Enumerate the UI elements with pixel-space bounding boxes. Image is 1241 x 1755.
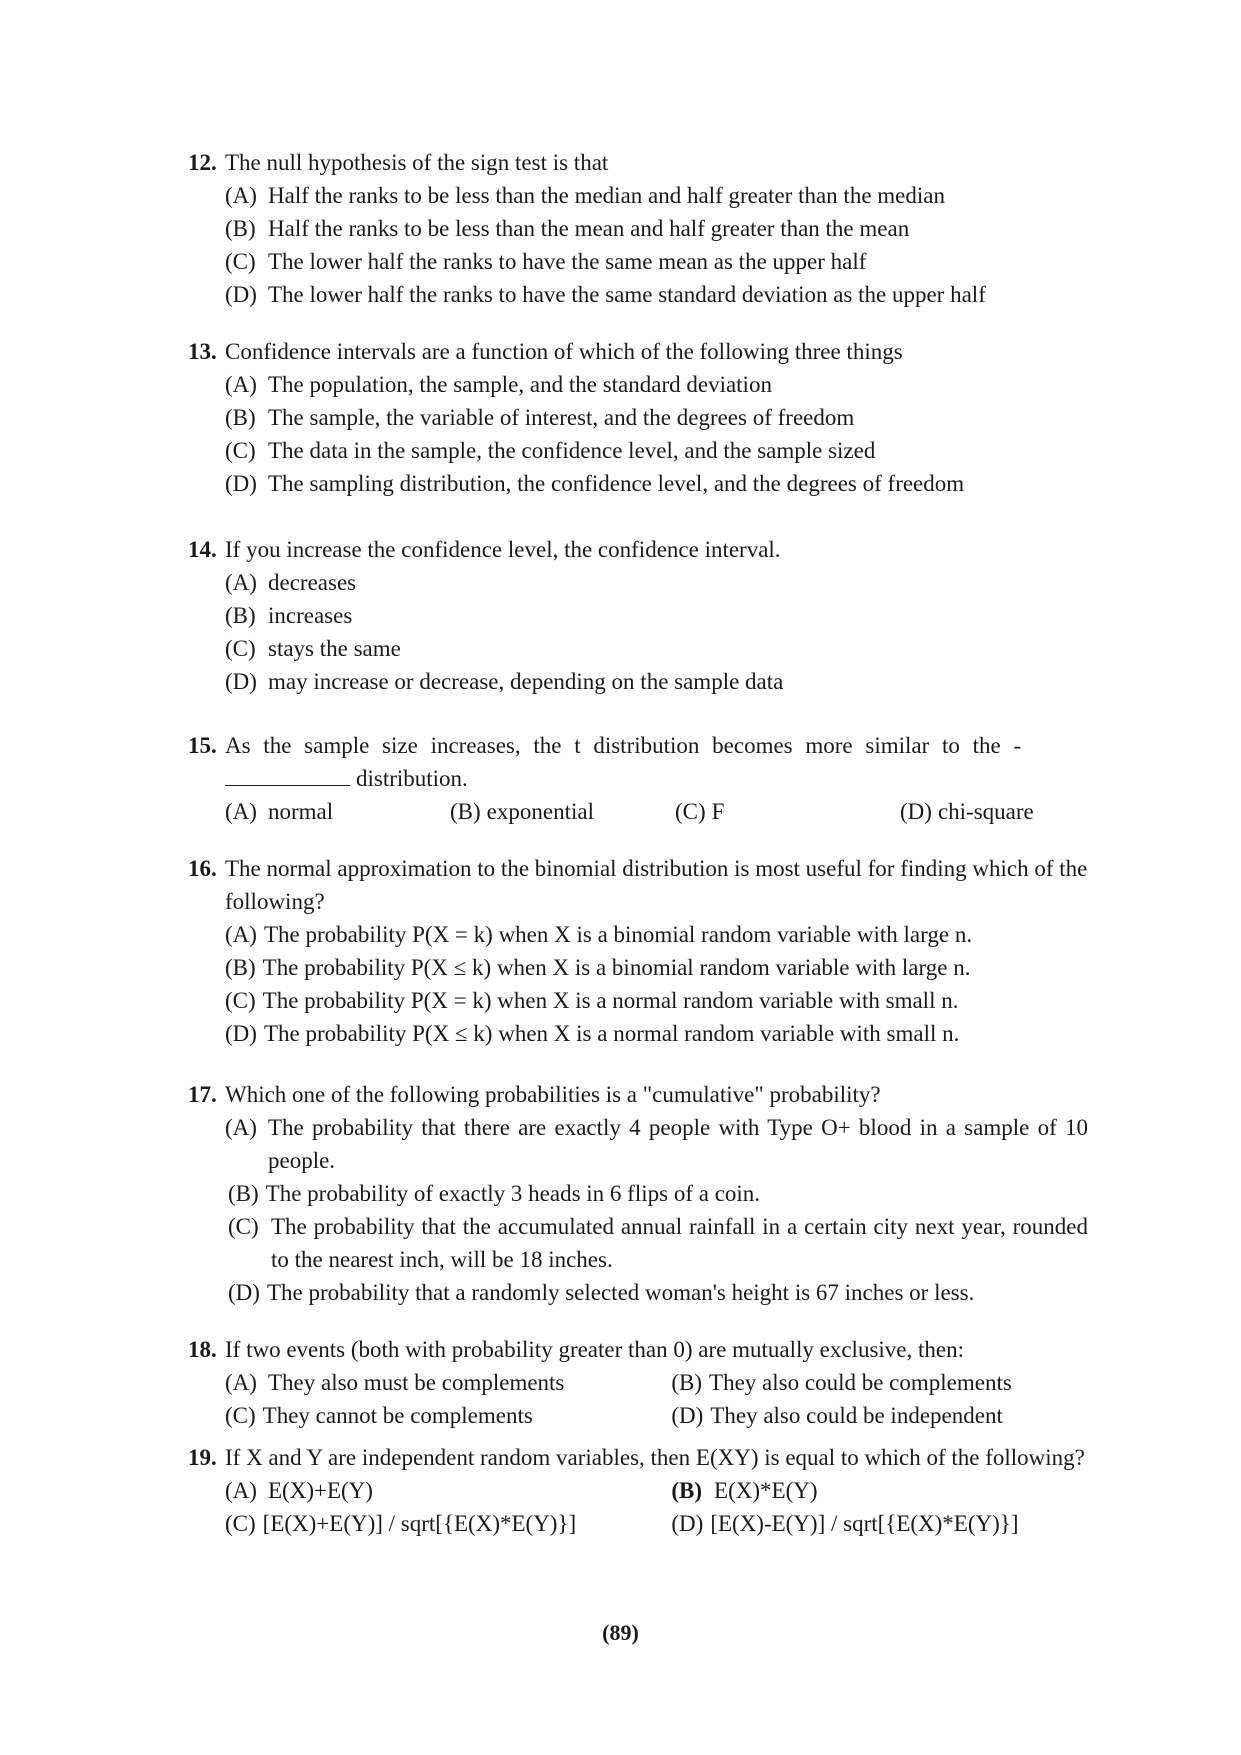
- question-number: 12.: [188, 150, 217, 175]
- question-19: [188, 1441, 1088, 1540]
- option-label: (B): [450, 799, 481, 824]
- option-text: stays the same: [268, 636, 401, 661]
- option-label: (C): [675, 799, 706, 824]
- option-label: (A): [225, 922, 257, 947]
- option-a: [225, 1474, 671, 1507]
- option-text: The population, the sample, and the standard deviation: [268, 372, 772, 397]
- option-d: [671, 1399, 1088, 1432]
- option-text: chi-square: [937, 799, 1034, 824]
- option-list: [188, 179, 1088, 311]
- option-text: The sample, the variable of interest, and the degrees of freedom: [268, 405, 855, 430]
- question-text: As the sample size increases, the t distribution becomes more similar to the -: [225, 733, 1022, 758]
- option-row: [225, 795, 1088, 828]
- option-c: [225, 245, 1088, 278]
- option-text: They also must be complements: [268, 1370, 565, 1395]
- option-label: (C): [225, 988, 256, 1013]
- question-number: 18.: [188, 1337, 217, 1362]
- option-text: [E(X)-E(Y)] / sqrt[{E(X)*E(Y)}]: [710, 1511, 1019, 1536]
- option-label: (B): [671, 1478, 703, 1503]
- option-a: [225, 1111, 1088, 1177]
- option-label: (B): [225, 405, 256, 430]
- option-text: [E(X)+E(Y)] / sqrt[{E(X)*E(Y)}]: [262, 1511, 577, 1536]
- option-d: [671, 1507, 1088, 1540]
- question-number: 13.: [188, 339, 217, 364]
- option-c: [225, 632, 1088, 665]
- option-text: The probability P(X ≤ k) when X is a binomial random variable with large n.: [262, 955, 971, 980]
- option-label: (B): [225, 216, 256, 241]
- option-text: increases: [268, 603, 353, 628]
- option-list: [188, 795, 1088, 828]
- question-text: Which one of the following probabilities is a "cumulative" probability?: [225, 1082, 881, 1107]
- option-text: The lower half the ranks to have the same mean as the upper half: [268, 249, 867, 274]
- option-label: (D): [225, 669, 257, 694]
- option-a: [225, 918, 1088, 951]
- question-stem: [188, 1441, 1088, 1474]
- option-d: [225, 278, 1088, 311]
- option-text: exponential: [486, 799, 594, 824]
- option-b: [225, 951, 1088, 984]
- option-text: Half the ranks to be less than the median and half greater than the median: [268, 183, 945, 208]
- question-18: [188, 1333, 1088, 1432]
- question-13: [188, 335, 1088, 500]
- option-d: [900, 795, 1034, 828]
- option-row: [225, 1507, 1088, 1540]
- option-c: [225, 984, 1088, 1017]
- option-text: The probability P(X = k) when X is a normal random variable with small n.: [262, 988, 959, 1013]
- option-c: [228, 1210, 1088, 1276]
- option-label: (D): [671, 1403, 704, 1428]
- option-label: (D): [225, 1021, 257, 1046]
- option-label: (A): [225, 372, 257, 397]
- question-text: Confidence intervals are a function of which of the following three things: [225, 339, 903, 364]
- option-text: They also could be independent: [710, 1403, 1003, 1428]
- option-a: [225, 1366, 671, 1399]
- option-a: [225, 179, 1088, 212]
- option-list: [188, 368, 1088, 500]
- option-a: [225, 368, 1088, 401]
- option-label: (B): [671, 1370, 703, 1395]
- option-text: may increase or decrease, depending on the sample data: [268, 669, 784, 694]
- option-label: (B): [228, 1181, 259, 1206]
- option-b: [450, 795, 675, 828]
- option-row: [225, 1366, 1088, 1399]
- question-stem: [188, 335, 1088, 368]
- question-stem: [188, 729, 1088, 795]
- option-label: (A): [225, 1478, 257, 1503]
- answer-blank: [225, 763, 350, 786]
- option-text: The data in the sample, the confidence level, and the sample sized: [268, 438, 876, 463]
- option-label: (B): [225, 603, 256, 628]
- option-label: (C): [225, 438, 256, 463]
- question-number: 19.: [188, 1445, 217, 1470]
- option-d: [225, 1017, 1088, 1050]
- option-label: (C): [225, 1403, 256, 1428]
- question-text: The null hypothesis of the sign test is that: [225, 150, 609, 175]
- option-label: (A): [225, 183, 257, 208]
- option-text: E(X)*E(Y): [714, 1478, 818, 1503]
- option-text: The probability of exactly 3 heads in 6 flips of a coin.: [265, 1181, 761, 1206]
- option-text: F: [711, 799, 725, 824]
- question-number: 14.: [188, 537, 217, 562]
- option-label: (B): [225, 955, 256, 980]
- question-14: [188, 533, 1088, 698]
- option-list: [188, 566, 1088, 698]
- option-label: (C): [225, 249, 256, 274]
- option-list: [188, 1474, 1088, 1540]
- option-text: The lower half the ranks to have the same standard deviation as the upper half: [268, 282, 986, 307]
- option-label: (D): [225, 471, 257, 496]
- option-label: (A): [225, 570, 257, 595]
- question-stem: [188, 1333, 1088, 1366]
- question-text: If you increase the confidence level, the confidence interval.: [225, 537, 781, 562]
- option-text: The probability that the accumulated annual rainfall in a certain city next year, rounded to the nearest inch, will be 18 inches.: [271, 1214, 1088, 1272]
- question-15: [188, 729, 1088, 828]
- option-b: [225, 212, 1088, 245]
- option-b: [225, 1177, 1088, 1210]
- option-text: The probability P(X ≤ k) when X is a normal random variable with small n.: [263, 1021, 960, 1046]
- option-text: decreases: [268, 570, 357, 595]
- question-16: [188, 852, 1088, 1050]
- option-b: [671, 1474, 1088, 1507]
- option-label: (A): [225, 799, 257, 824]
- option-b: [671, 1366, 1088, 1399]
- option-row: [225, 1399, 1088, 1432]
- option-a: [225, 795, 450, 828]
- question-number: 17.: [188, 1082, 217, 1107]
- option-text: The probability that a randomly selected woman's height is 67 inches or less.: [266, 1280, 975, 1305]
- question-17: [188, 1078, 1088, 1309]
- option-label: (A): [225, 1370, 257, 1395]
- option-c: [225, 434, 1088, 467]
- option-text: normal: [268, 799, 334, 824]
- question-12: [188, 146, 1088, 311]
- option-text: The probability P(X = k) when X is a binomial random variable with large n.: [263, 922, 973, 947]
- option-c: [225, 1507, 671, 1540]
- question-stem: [188, 533, 1088, 566]
- option-text: They also could be complements: [709, 1370, 1012, 1395]
- question-text: The normal approximation to the binomial distribution is most useful for finding which of the following?: [225, 856, 1088, 914]
- option-list: [188, 1366, 1088, 1432]
- option-text: Half the ranks to be less than the mean and half greater than the mean: [268, 216, 910, 241]
- option-label: (D): [225, 282, 257, 307]
- question-number: 16.: [188, 856, 217, 881]
- option-c: [675, 795, 900, 828]
- option-d: [225, 665, 1088, 698]
- option-label: (C): [225, 1511, 256, 1536]
- option-text: The sampling distribution, the confidence level, and the degrees of freedom: [268, 471, 965, 496]
- option-text: E(X)+E(Y): [268, 1478, 373, 1503]
- option-label: (A): [225, 1115, 257, 1140]
- option-d: [225, 467, 1088, 500]
- option-a: [225, 566, 1088, 599]
- option-text: The probability that there are exactly 4 people with Type O+ blood in a sample of 10 people.: [268, 1115, 1088, 1173]
- question-number: 15.: [188, 733, 217, 758]
- option-row: [225, 1474, 1088, 1507]
- question-text-continued: distribution.: [356, 766, 468, 791]
- option-b: [225, 401, 1088, 434]
- option-label: (D): [671, 1511, 704, 1536]
- option-list: [188, 1111, 1088, 1309]
- option-d: [225, 1276, 1088, 1309]
- option-label: (C): [228, 1214, 259, 1239]
- option-label: (C): [225, 636, 256, 661]
- option-label: (D): [228, 1280, 260, 1305]
- question-stem: [188, 1078, 1088, 1111]
- option-b: [225, 599, 1088, 632]
- question-stem: [188, 852, 1088, 918]
- question-stem: [188, 146, 1088, 179]
- option-label: (D): [900, 799, 932, 824]
- question-text: If X and Y are independent random variables, then E(XY) is equal to which of the following?: [225, 1445, 1085, 1470]
- option-text: They cannot be complements: [262, 1403, 533, 1428]
- option-c: [225, 1399, 671, 1432]
- option-list: [188, 918, 1088, 1050]
- question-text: If two events (both with probability greater than 0) are mutually exclusive, then:: [225, 1337, 964, 1362]
- page-number: (89): [602, 1620, 639, 1645]
